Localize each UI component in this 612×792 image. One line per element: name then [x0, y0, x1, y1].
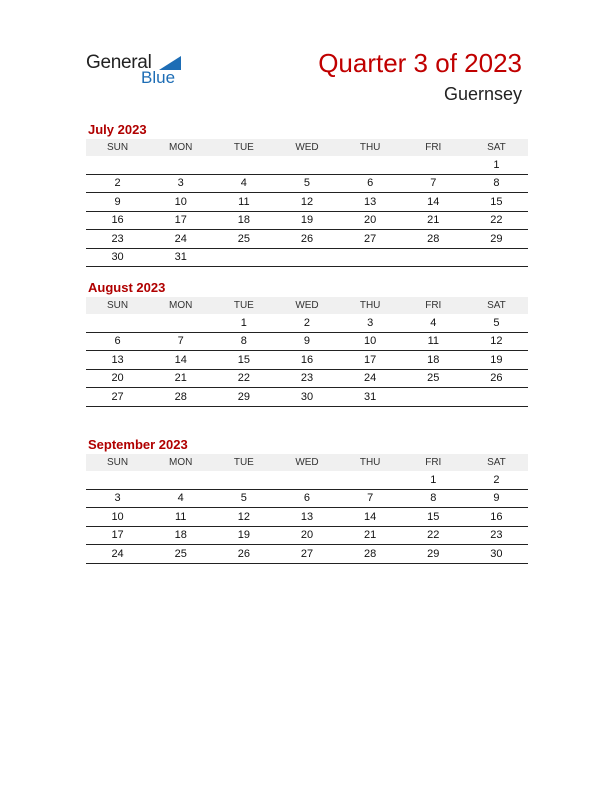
- day-cell: 10: [86, 508, 149, 527]
- day-cell: 15: [212, 351, 275, 370]
- weekday-header: SUN: [86, 454, 149, 471]
- day-cell: 25: [149, 545, 212, 564]
- day-cell: 8: [212, 332, 275, 351]
- day-cell: [275, 156, 338, 174]
- month-name: July 2023: [88, 122, 147, 137]
- day-cell: [212, 471, 275, 489]
- month-name: August 2023: [88, 280, 166, 295]
- day-cell: [149, 156, 212, 174]
- day-cell: 9: [86, 193, 149, 212]
- week-row: [86, 545, 528, 564]
- day-cell: 10: [339, 332, 402, 351]
- weekday-header: TUE: [212, 139, 275, 156]
- day-cell: 26: [465, 369, 528, 388]
- day-cell: [465, 388, 528, 407]
- day-cell: 28: [339, 545, 402, 564]
- day-cell: [339, 248, 402, 267]
- day-cell: 4: [402, 314, 465, 332]
- week-row: [86, 174, 528, 193]
- day-cell: 20: [339, 211, 402, 230]
- day-cell: 23: [465, 526, 528, 545]
- day-cell: 22: [465, 211, 528, 230]
- month-name: September 2023: [88, 437, 188, 452]
- day-cell: 29: [212, 388, 275, 407]
- week-row: [86, 526, 528, 545]
- day-cell: 13: [339, 193, 402, 212]
- day-cell: 29: [402, 545, 465, 564]
- week-row: [86, 489, 528, 508]
- day-cell: 12: [212, 508, 275, 527]
- day-cell: 14: [149, 351, 212, 370]
- day-cell: 24: [339, 369, 402, 388]
- day-cell: 21: [149, 369, 212, 388]
- month-september: [86, 436, 528, 564]
- day-cell: [275, 248, 338, 267]
- day-cell: [465, 248, 528, 267]
- day-cell: 17: [149, 211, 212, 230]
- day-cell: 20: [275, 526, 338, 545]
- day-cell: 5: [275, 174, 338, 193]
- day-cell: 5: [465, 314, 528, 332]
- week-row: [86, 230, 528, 249]
- weekday-header-row: [86, 454, 528, 471]
- day-cell: 22: [402, 526, 465, 545]
- day-cell: [86, 471, 149, 489]
- calendar-table: [86, 139, 528, 267]
- day-cell: 30: [275, 388, 338, 407]
- day-cell: 10: [149, 193, 212, 212]
- day-cell: 11: [212, 193, 275, 212]
- weekday-header: SAT: [465, 139, 528, 156]
- day-cell: 28: [402, 230, 465, 249]
- day-cell: [86, 156, 149, 174]
- day-cell: 20: [86, 369, 149, 388]
- day-cell: [212, 156, 275, 174]
- day-cell: 5: [212, 489, 275, 508]
- day-cell: 21: [402, 211, 465, 230]
- day-cell: 18: [149, 526, 212, 545]
- day-cell: 23: [275, 369, 338, 388]
- day-cell: 17: [339, 351, 402, 370]
- day-cell: [402, 248, 465, 267]
- day-cell: 7: [149, 332, 212, 351]
- weekday-header-row: [86, 297, 528, 314]
- weekday-header: MON: [149, 139, 212, 156]
- weekday-header: FRI: [402, 139, 465, 156]
- calendar-table: [86, 297, 528, 407]
- weekday-header: WED: [275, 139, 338, 156]
- day-cell: 6: [339, 174, 402, 193]
- week-row: [86, 314, 528, 332]
- week-row: [86, 508, 528, 527]
- weekday-header: SAT: [465, 454, 528, 471]
- logo-general-text: General: [86, 52, 152, 73]
- week-row: [86, 388, 528, 407]
- day-cell: 2: [465, 471, 528, 489]
- week-row: [86, 332, 528, 351]
- day-cell: 6: [86, 332, 149, 351]
- day-cell: 2: [275, 314, 338, 332]
- day-cell: 18: [402, 351, 465, 370]
- day-cell: 1: [465, 156, 528, 174]
- day-cell: 24: [149, 230, 212, 249]
- weekday-header: WED: [275, 454, 338, 471]
- day-cell: [402, 156, 465, 174]
- day-cell: 7: [339, 489, 402, 508]
- week-row: [86, 211, 528, 230]
- weekday-header: FRI: [402, 297, 465, 314]
- weekday-header: THU: [339, 297, 402, 314]
- week-row: [86, 248, 528, 267]
- day-cell: 7: [402, 174, 465, 193]
- day-cell: 24: [86, 545, 149, 564]
- day-cell: [339, 156, 402, 174]
- day-cell: 12: [275, 193, 338, 212]
- day-cell: 4: [149, 489, 212, 508]
- day-cell: 18: [212, 211, 275, 230]
- day-cell: 9: [465, 489, 528, 508]
- weekday-header: MON: [149, 454, 212, 471]
- day-cell: [86, 314, 149, 332]
- day-cell: 19: [275, 211, 338, 230]
- day-cell: 19: [465, 351, 528, 370]
- day-cell: 23: [86, 230, 149, 249]
- day-cell: 4: [212, 174, 275, 193]
- week-row: [86, 193, 528, 212]
- day-cell: 13: [86, 351, 149, 370]
- day-cell: 1: [402, 471, 465, 489]
- day-cell: 30: [86, 248, 149, 267]
- day-cell: 28: [149, 388, 212, 407]
- day-cell: 14: [339, 508, 402, 527]
- day-cell: 13: [275, 508, 338, 527]
- day-cell: 2: [86, 174, 149, 193]
- day-cell: [212, 248, 275, 267]
- day-cell: 14: [402, 193, 465, 212]
- day-cell: 3: [149, 174, 212, 193]
- week-row: [86, 471, 528, 489]
- day-cell: 15: [465, 193, 528, 212]
- day-cell: 16: [465, 508, 528, 527]
- day-cell: 3: [86, 489, 149, 508]
- weekday-header: MON: [149, 297, 212, 314]
- weekday-header: FRI: [402, 454, 465, 471]
- day-cell: 16: [275, 351, 338, 370]
- day-cell: 8: [465, 174, 528, 193]
- day-cell: 15: [402, 508, 465, 527]
- week-row: [86, 351, 528, 370]
- weekday-header: THU: [339, 139, 402, 156]
- day-cell: 26: [275, 230, 338, 249]
- weekday-header: THU: [339, 454, 402, 471]
- day-cell: 1: [212, 314, 275, 332]
- day-cell: 3: [339, 314, 402, 332]
- day-cell: 11: [149, 508, 212, 527]
- weekday-header: TUE: [212, 454, 275, 471]
- month-august: [86, 279, 528, 407]
- day-cell: [402, 388, 465, 407]
- day-cell: 26: [212, 545, 275, 564]
- day-cell: 27: [275, 545, 338, 564]
- page-title: Quarter 3 of 2023: [318, 48, 522, 78]
- day-cell: 25: [402, 369, 465, 388]
- week-row: [86, 156, 528, 174]
- month-july: [86, 121, 528, 267]
- day-cell: 29: [465, 230, 528, 249]
- day-cell: 21: [339, 526, 402, 545]
- day-cell: 31: [149, 248, 212, 267]
- weekday-header: WED: [275, 297, 338, 314]
- day-cell: 11: [402, 332, 465, 351]
- page-subtitle: Guernsey: [443, 84, 522, 104]
- day-cell: [149, 314, 212, 332]
- day-cell: 12: [465, 332, 528, 351]
- day-cell: 25: [212, 230, 275, 249]
- day-cell: 9: [275, 332, 338, 351]
- weekday-header: TUE: [212, 297, 275, 314]
- day-cell: 16: [86, 211, 149, 230]
- day-cell: 22: [212, 369, 275, 388]
- weekday-header-row: [86, 139, 528, 156]
- day-cell: 6: [275, 489, 338, 508]
- weekday-header: SAT: [465, 297, 528, 314]
- day-cell: [149, 471, 212, 489]
- week-row: [86, 369, 528, 388]
- weekday-header: SUN: [86, 297, 149, 314]
- day-cell: 31: [339, 388, 402, 407]
- day-cell: 30: [465, 545, 528, 564]
- day-cell: 19: [212, 526, 275, 545]
- logo: [86, 52, 196, 92]
- calendar-table: [86, 454, 528, 564]
- day-cell: 27: [86, 388, 149, 407]
- logo-blue-text: Blue: [141, 68, 176, 87]
- day-cell: [339, 471, 402, 489]
- day-cell: 17: [86, 526, 149, 545]
- day-cell: 8: [402, 489, 465, 508]
- weekday-header: SUN: [86, 139, 149, 156]
- day-cell: [275, 471, 338, 489]
- day-cell: 27: [339, 230, 402, 249]
